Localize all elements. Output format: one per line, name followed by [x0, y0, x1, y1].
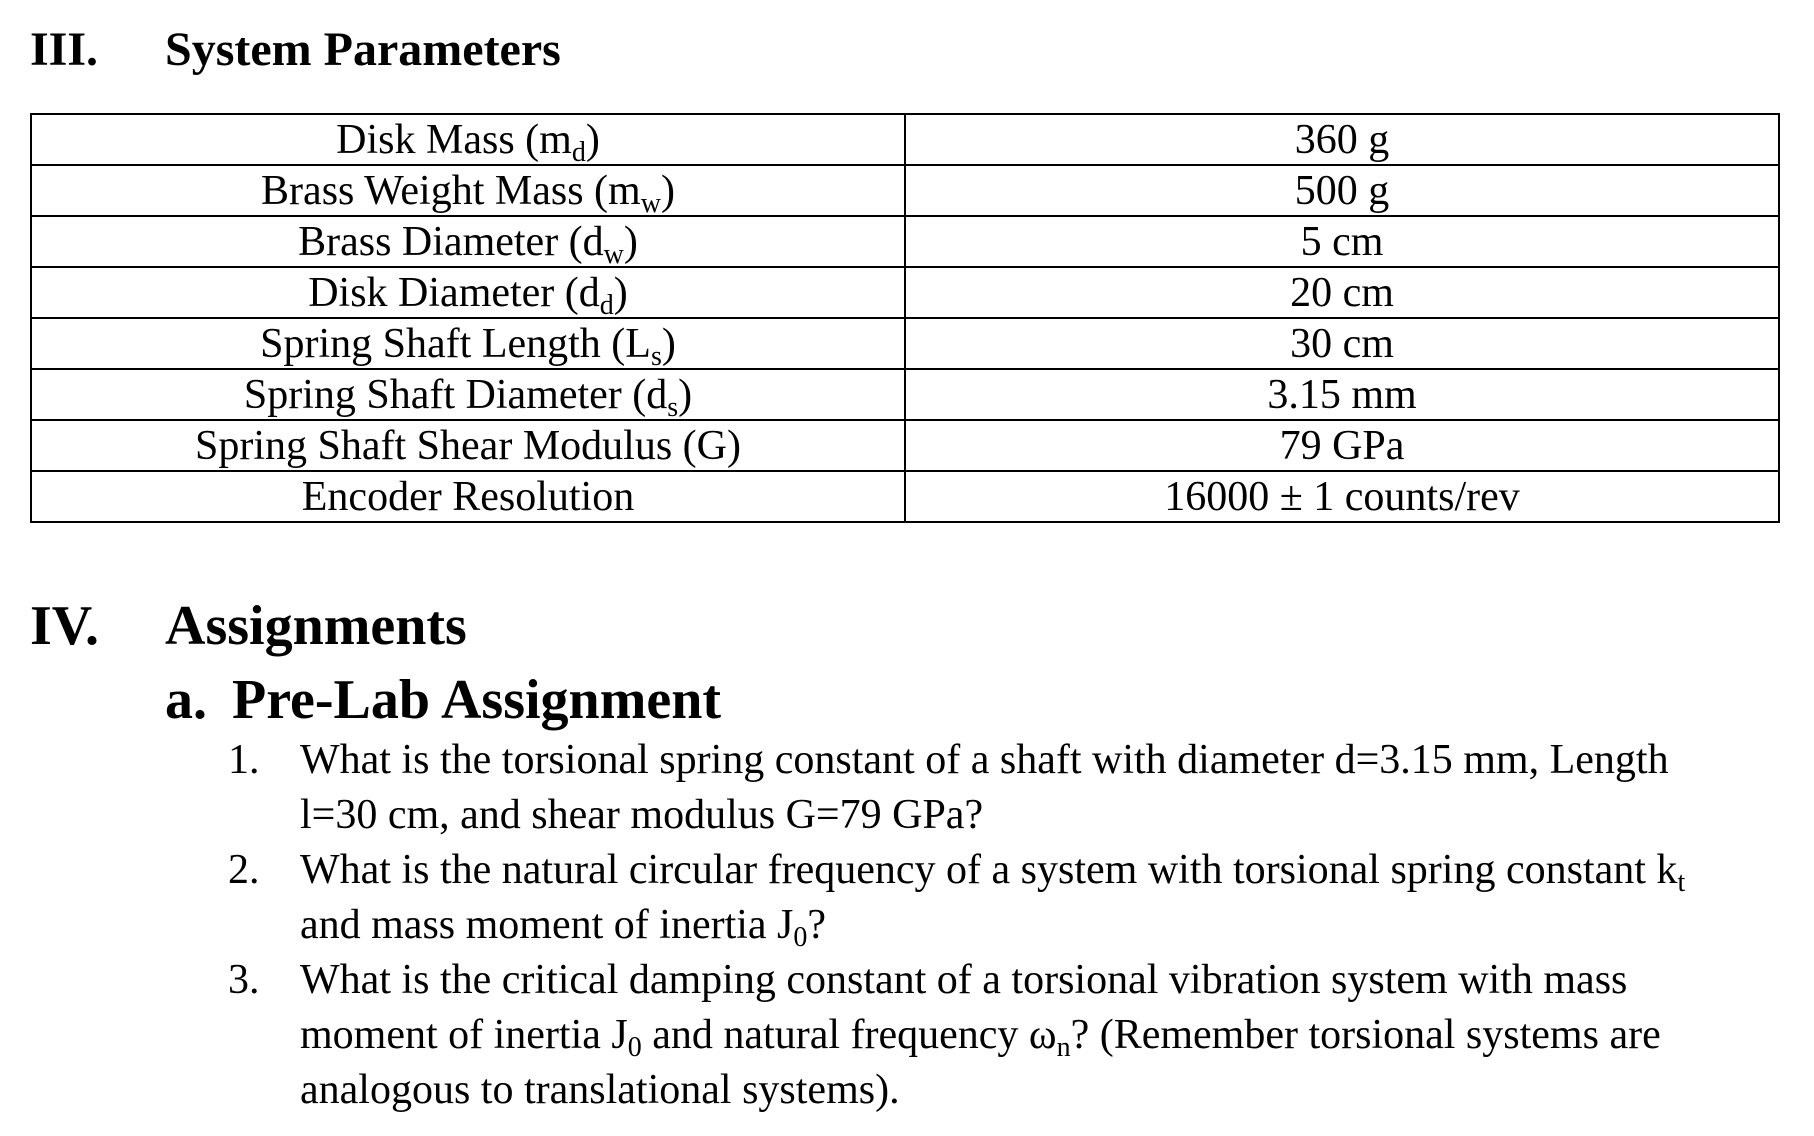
parameter-value: 360 g: [905, 114, 1779, 165]
parameter-subscript: s: [650, 340, 662, 372]
parameter-row: [31, 369, 1779, 420]
question-text-run: What is the critical damping constant of a torsional vibration system with mass moment of inertia J: [300, 957, 1628, 1058]
parameter-row: [31, 420, 1779, 471]
subheading-pre-lab: [165, 664, 721, 736]
parameter-value: 30 cm: [905, 318, 1779, 369]
question-subscript: n: [1056, 1032, 1071, 1063]
parameter-name-cell: [31, 369, 905, 423]
parameter-name-cell: [31, 114, 905, 168]
parameter-name-cell: [31, 165, 905, 219]
question-item: [228, 843, 1798, 953]
parameter-subscript: w: [603, 238, 624, 270]
parameter-value: 5 cm: [905, 216, 1779, 267]
parameter-name-cell: [31, 318, 905, 372]
parameter-name-suffix: ): [661, 320, 676, 367]
parameter-name: Encoder Resolution: [301, 473, 635, 520]
parameter-name-suffix: ): [613, 269, 628, 316]
parameter-name: Brass Weight Mass (m: [261, 167, 641, 214]
question-text: [300, 953, 1798, 1118]
question-number: 1.: [228, 737, 260, 783]
parameter-name-suffix: ): [678, 371, 693, 418]
question-text: [300, 733, 1798, 843]
question-text-run: and mass moment of inertia J: [300, 902, 794, 948]
question-text-run: What is the natural circular frequency of a system with torsional spring constant k: [300, 847, 1678, 893]
parameter-subscript: w: [640, 187, 661, 219]
parameter-name: Disk Mass (m: [336, 116, 572, 163]
parameter-name: Spring Shaft Diameter (d: [243, 371, 668, 418]
question-number: 2.: [228, 847, 260, 893]
parameter-name-cell: [31, 471, 905, 522]
parameter-name-cell: [31, 216, 905, 270]
section-number: III.: [30, 23, 99, 76]
parameter-name: Disk Diameter (d: [308, 269, 600, 316]
parameter-name-cell: [31, 267, 905, 321]
section-heading-assignments: [30, 590, 467, 662]
parameter-value: 79 GPa: [905, 420, 1779, 471]
subheading-letter: a.: [165, 669, 207, 731]
parameter-value: 16000 ± 1 counts/rev: [905, 471, 1779, 522]
parameter-value: 500 g: [905, 165, 1779, 216]
parameter-row: [31, 267, 1779, 318]
question-subscript: t: [1677, 867, 1686, 898]
parameter-name: Spring Shaft Shear Modulus (G): [195, 422, 741, 469]
question-item: [228, 953, 1798, 1118]
parameter-row: [31, 318, 1779, 369]
parameter-name-suffix: ): [585, 116, 600, 163]
parameter-name: Brass Diameter (d: [298, 218, 604, 265]
parameter-name-cell: [31, 420, 905, 471]
parameter-row: [31, 114, 1779, 165]
parameter-name-suffix: ): [623, 218, 638, 265]
section-number: IV.: [30, 595, 100, 657]
parameters-table: [30, 113, 1780, 523]
subheading-title: Pre-Lab Assignment: [232, 669, 721, 731]
question-text-run: and natural frequency ω: [641, 1012, 1057, 1058]
question-number: 3.: [228, 957, 260, 1003]
question-text-run: ? (Remember torsional systems are analogous to translational systems).: [300, 1012, 1661, 1113]
question-item: [228, 733, 1798, 843]
question-subscript: 0: [793, 922, 808, 953]
parameter-value: 20 cm: [905, 267, 1779, 318]
section-heading-system-parameters: [30, 18, 561, 82]
section-title: Assignments: [165, 595, 467, 657]
parameter-row: [31, 471, 1779, 522]
question-subscript: 0: [627, 1032, 642, 1063]
parameter-subscript: d: [571, 136, 586, 168]
section-title: System Parameters: [165, 23, 561, 76]
parameter-row: [31, 216, 1779, 267]
parameter-name-suffix: ): [660, 167, 675, 214]
parameter-subscript: d: [599, 289, 614, 321]
parameter-subscript: s: [667, 391, 679, 423]
parameter-value: 3.15 mm: [905, 369, 1779, 420]
parameter-name: Spring Shaft Length (L: [260, 320, 651, 367]
question-list: [228, 733, 1798, 1118]
parameter-row: [31, 165, 1779, 216]
question-text-run: What is the torsional spring constant of a shaft with diameter d=3.15 mm, Length l=30 cm, and shear modulus G=79 GPa?: [300, 737, 1669, 838]
question-text: [300, 843, 1798, 953]
question-text-run: ?: [807, 902, 827, 948]
